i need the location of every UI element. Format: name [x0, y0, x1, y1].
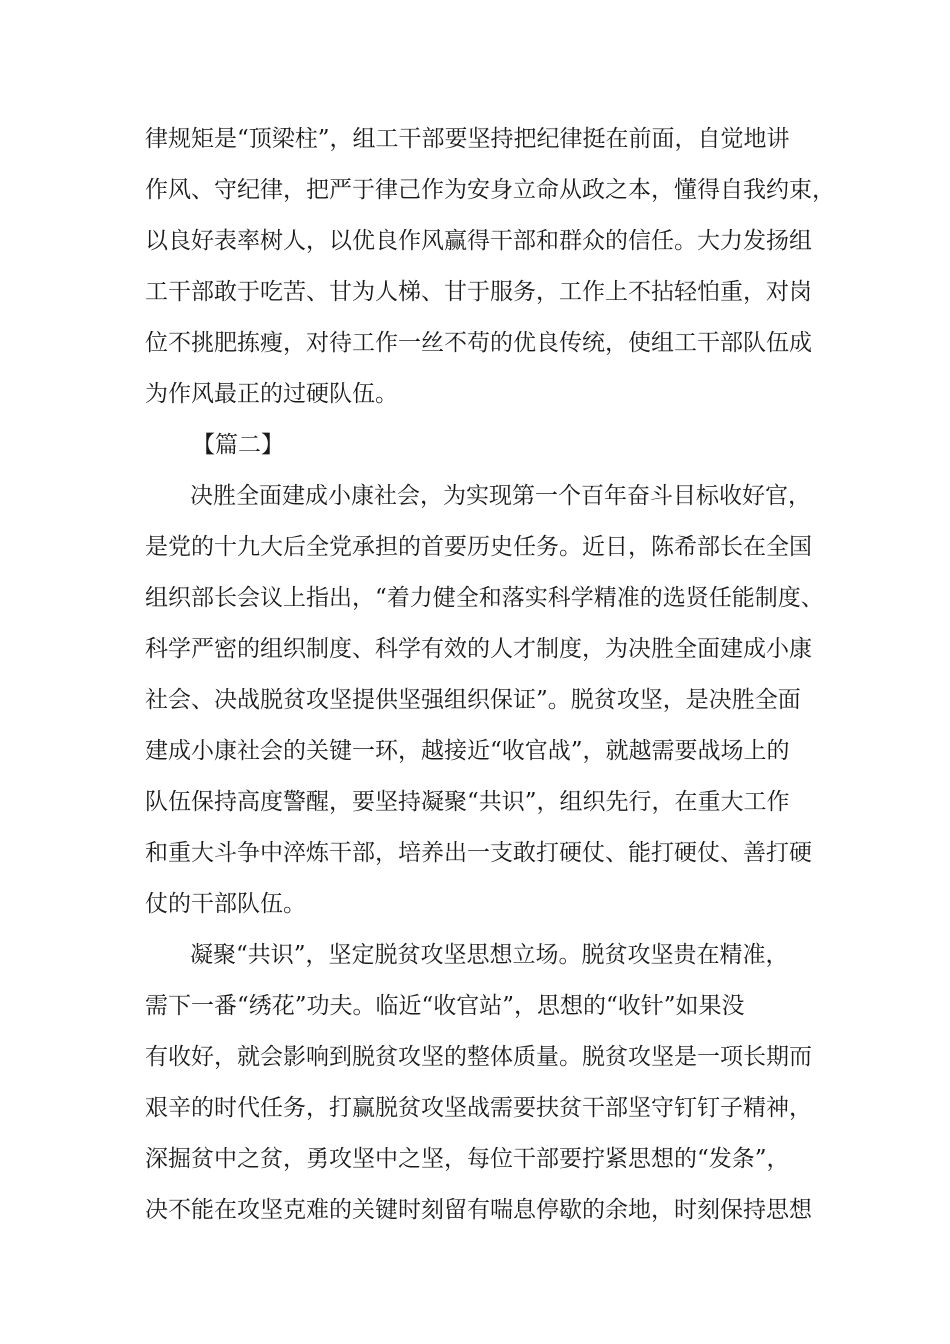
- text-line: 作风、守纪律，把严于律己作为安身立命从政之本，懂得自我约束，: [145, 177, 835, 203]
- text-line: 工干部敢于吃苦、甘为人梯、甘于服务，工作上不拈轻怕重，对岗: [145, 279, 812, 305]
- paragraph-first-line: 决胜全面建成小康社会，为实现第一个百年奋斗目标收好官，: [190, 483, 811, 509]
- text-line: 建成小康社会的关键一环，越接近“收官战”，就越需要战场上的: [145, 738, 790, 764]
- text-line: 社会、决战脱贫攻坚提供坚强组织保证”。脱贫攻坚，是决胜全面: [145, 687, 801, 713]
- text-line: 律规矩是“顶梁柱”，组工干部要坚持把纪律挺在前面，自觉地讲: [145, 126, 790, 152]
- text-line: 和重大斗争中淬炼干部，培养出一支敢打硬仗、能打硬仗、善打硬: [145, 840, 812, 866]
- text-line: 组织部长会议上指出，“着力健全和落实科学精准的选贤任能制度、: [145, 585, 824, 611]
- text-line: 以良好表率树人，以优良作风赢得干部和群众的信任。大力发扬组: [145, 228, 812, 254]
- paragraph-first-line: 凝聚“共识”，坚定脱贫攻坚思想立场。脱贫攻坚贵在精准，: [190, 942, 789, 968]
- section-heading: 【篇二】: [192, 432, 284, 458]
- text-line: 为作风最正的过硬队伍。: [145, 381, 398, 407]
- text-line: 需下一番“绣花”功夫。临近“收官站”，思想的“收针”如果没: [145, 993, 745, 1019]
- text-line: 艰辛的时代任务，打赢脱贫攻坚战需要扶贫干部坚守钉钉子精神，: [145, 1095, 812, 1121]
- text-line: 位不挑肥拣瘦，对待工作一丝不苟的优良传统，使组工干部队伍成: [145, 330, 812, 356]
- text-line: 有收好，就会影响到脱贫攻坚的整体质量。脱贫攻坚是一项长期而: [145, 1044, 812, 1070]
- text-line: 仗的干部队伍。: [145, 891, 306, 917]
- text-line: 深掘贫中之贫，勇攻坚中之坚，每位干部要拧紧思想的“发条”，: [145, 1146, 790, 1172]
- text-line: 队伍保持高度警醒，要坚持凝聚“共识”，组织先行，在重大工作: [145, 789, 790, 815]
- text-line: 决不能在攻坚克难的关键时刻留有喘息停歇的余地，时刻保持思想: [145, 1197, 812, 1223]
- text-line: 是党的十九大后全党承担的首要历史任务。近日，陈希部长在全国: [145, 534, 812, 560]
- text-line: 科学严密的组织制度、科学有效的人才制度，为决胜全面建成小康: [145, 636, 812, 662]
